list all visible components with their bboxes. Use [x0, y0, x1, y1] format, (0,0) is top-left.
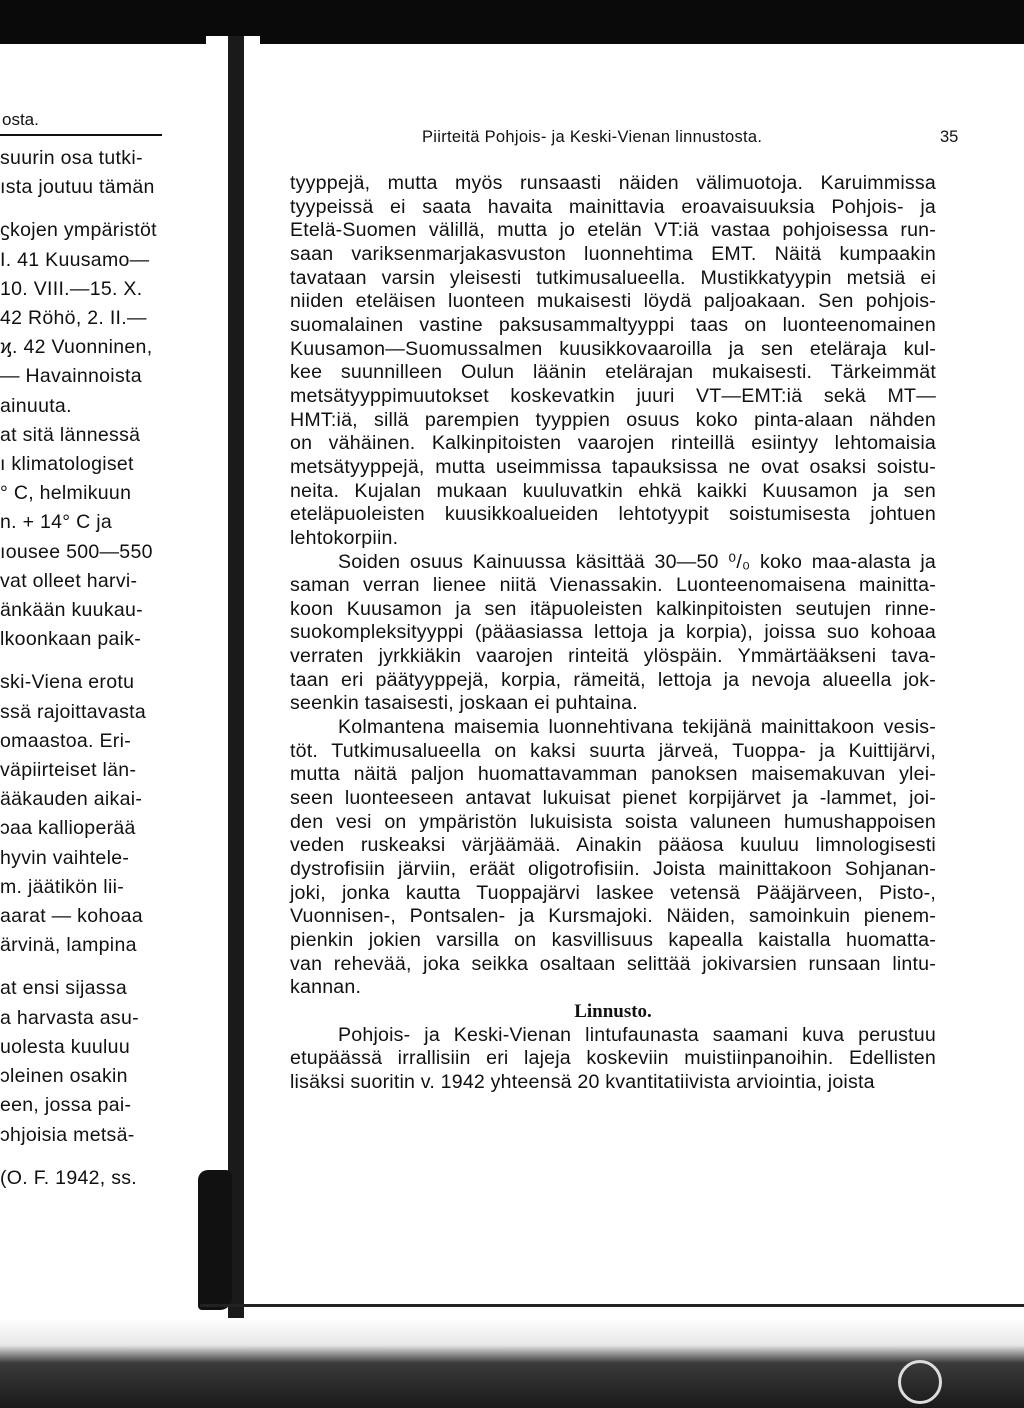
section-heading: Linnusto. [574, 1000, 652, 1022]
left-text-line: ääkauden aikai- [0, 788, 143, 811]
left-text-line: hyvin vaihtele- [0, 846, 130, 869]
text-line: Kolmantena maisemia luonnehtivana tekijänä mainittakoon vesis- [338, 716, 936, 739]
text-line: lisäksi suoritin v. 1942 yhteensä 20 kvantitatiivista arviointia, joista [290, 1070, 875, 1093]
left-text-line: vat olleet harvi- [0, 569, 138, 592]
text-line: niiden eteläisen luonteen mukaisesti löydä paljoakaan. Sen pohjois- [290, 290, 936, 313]
left-text-line: suurin osa tutki- [0, 147, 143, 169]
scan-top-border [0, 0, 1024, 44]
left-page-header-fragment: osta. [2, 110, 39, 129]
text-line: seenkin tasaisesti, joskaan ei puhtaina. [290, 692, 638, 715]
left-text-line: ıousee 500—550 [0, 540, 153, 563]
gutter-ink-blot [198, 1170, 232, 1310]
text-line: seen luonteeseen antavat lukuisat pienet korpijärvet ja -lammet, joi- [290, 787, 936, 810]
text-line: tyyppejä, mutta myös runsaasti näiden välimuotoja. Karuimmissa [290, 172, 936, 194]
text-line: mutta näitä paljon huomattavamman panoksen maisemakuvan ylei- [290, 763, 936, 786]
left-text-line: 42 Röhö, 2. II.— [0, 307, 147, 330]
left-text-line: lkoonkaan paik- [0, 628, 142, 651]
left-text-line: I. 41 Kuusamo— [0, 248, 150, 271]
left-text-line: een, jossa pai- [0, 1094, 132, 1117]
text-line: dystrofisiin järviin, eräät oligotrofisiin. Joista mainittakoon Sohjanan- [290, 858, 936, 881]
left-text-line: ısta joutuu tämän [0, 176, 155, 199]
text-line: joki, jonka kautta Tuoppajärvi laskee vetensä Pääjärveen, Pisto-, [290, 881, 936, 904]
text-line: koon Kuusamon ja sen itäpuoleisten kalkinpitoisten seutujen rinne- [290, 597, 936, 620]
text-line: eteläpuoleisten kuusikkoalueiden lehtotyypit soistumisesta johtuen [290, 503, 936, 526]
text-line: neita. Kujalan mukaan kuuluvatkin ehkä kaikki Kuusamon ja sen [290, 479, 936, 502]
left-text-line: ainuuta. [0, 394, 72, 417]
text-line: kee suunnilleen Oulun läänin etelärajan mukaisesti. Tärkeimmät [290, 361, 936, 384]
text-line: tyypeissä ei saata havaita mainittavia eroavaisuuksia Pohjois- ja [290, 195, 936, 218]
text-line: HMT:iä, sillä parempien tyyppien osuus koko pinta-alaan nähden [290, 408, 936, 431]
left-text-line: ɔleinen osakin [0, 1065, 128, 1088]
left-text-line: at sitä lännessä [0, 423, 141, 446]
left-page-text-column [0, 144, 200, 1193]
left-text-line: a harvasta asu- [0, 1006, 139, 1029]
text-line: Vuonnisen-, Pontsalen- ja Kursmajoki. Näiden, samoinkuin pienem- [290, 905, 936, 928]
text-line: etupäässä irrallisiin eri lajeja koskeviin muistiinpanoihin. Edellisten [290, 1047, 936, 1070]
text-line: den vesi on ympäristön lukuisista soista valuneen humushappoisen [290, 810, 936, 833]
text-line: metsätyyppejä, mutta useimmissa tapauksissa ne ovat osaksi soistu- [290, 455, 936, 478]
left-text-line: omaastoa. Eri- [0, 729, 131, 752]
left-text-line: (O. F. 1942, ss. [0, 1166, 138, 1189]
left-text-line [0, 202, 200, 216]
text-line: saman verran lienee niitä Vienassakin. Luonteenomaisena mainitta- [290, 574, 936, 597]
left-text-line: — Havainnoista [0, 365, 142, 388]
page-number: 35 [940, 128, 959, 146]
text-line: van rehevää, joka seikka osaltaan selittää jokivarsien runsaan lintu- [290, 952, 936, 975]
left-text-line: ϗ. 42 Vuonninen, [0, 336, 153, 359]
text-line: verraten jyrkkiäkin vaarojen rinteitä ylöspäin. Ymmärtääkseni tava- [290, 645, 936, 668]
left-text-line: ärvinä, lampina [0, 934, 137, 957]
text-line: pienkin jokien varsilla on kasvillisuus kapealla kaistalla huomatta- [290, 929, 936, 951]
left-text-line: uolesta kuuluu [0, 1035, 130, 1058]
left-text-line [0, 654, 200, 668]
corner-circle-mark [898, 1360, 942, 1404]
left-text-line: väpiirteiset län- [0, 759, 137, 782]
left-text-line: ɔhjoisia metsä- [0, 1123, 135, 1146]
text-line: tavataan varsin yleisesti tutkimusalueella. Mustikkatyypin metsiä ei [290, 266, 936, 289]
text-line: metsätyyppimuutokset koskevatkin juuri VT—EMT:iä sekä MT— [290, 384, 936, 407]
text-line: Etelä-Suomen välillä, mutta jo etelän VT:iä vastaa pohjoisessa run- [290, 219, 936, 242]
left-text-line: ı klimatologiset [0, 453, 134, 476]
text-line: taan eri päätyyppejä, korpia, rämeitä, lettoja ja nevoja alueella jok- [290, 668, 936, 691]
left-text-line: aarat — kohoaa [0, 905, 143, 928]
left-text-line: ski-Viena erotu [0, 671, 135, 694]
left-text-line: ɔaa kallioperää [0, 817, 136, 840]
left-text-line: at ensi sijassa [0, 977, 127, 1000]
left-text-line: m. jäätikön lii- [0, 875, 124, 898]
text-line: suokompleksityyppi (pääasiassa lettoja ja korpia), joissa suo kohoaa [290, 621, 936, 644]
right-page-body [290, 172, 936, 1095]
text-line: töt. Tutkimusalueella on kaksi suurta järveä, Tuoppa- ja Kuittijärvi, [290, 739, 936, 762]
text-line: saan variksenmarjakasvuston luonnehtima EMT. Näitä kumpaakin [290, 242, 936, 265]
left-text-line: ϛkojen ympäristöt [0, 219, 157, 242]
left-text-line: ssä rajoittavasta [0, 700, 146, 723]
text-line: lehtokorpiin. [290, 526, 399, 549]
left-text-line [0, 1150, 200, 1164]
paragraph-bird-fauna [290, 1024, 936, 1095]
left-page-header-rule [0, 134, 162, 136]
scan-bottom-border [0, 1318, 1024, 1408]
text-line: veden ruskeaksi värjäämää. Ainakin pääosa kuuluu limnologisesti [290, 834, 936, 857]
text-line: kannan. [290, 976, 362, 999]
paragraph-bogs [290, 551, 936, 717]
text-line: Pohjois- ja Keski-Vienan lintufaunasta saamani kuva perustuu [338, 1023, 936, 1046]
paragraph-forest-types [290, 172, 936, 551]
text-line: on vähäinen. Kalkinpitoisten vaarojen rinteillä esiintyy lehtomaisia [290, 432, 936, 455]
text-line: Kuusamon—Suomussalmen kuusikkovaaroilla ja sen eteläraja kul- [290, 337, 936, 360]
bottom-edge-line [200, 1304, 1024, 1307]
text-line: suomalainen vastine paksusammaltyyppi taas on luonteenomainen [290, 313, 936, 336]
left-text-line: n. + 14° C ja [0, 511, 112, 534]
text-line: Soiden osuus Kainuussa käsittää 30—50 ⁰/₀ koko maa-alasta ja [338, 550, 936, 573]
paragraph-waters [290, 716, 936, 1000]
left-text-line: ° C, helmikuun [0, 482, 132, 505]
running-header: Piirteitä Pohjois- ja Keski-Vienan linnustosta. [422, 128, 763, 146]
left-text-line: änkään kuukau- [0, 599, 143, 622]
left-text-line: 10. VIII.—15. X. [0, 277, 143, 300]
left-text-line [0, 960, 200, 974]
